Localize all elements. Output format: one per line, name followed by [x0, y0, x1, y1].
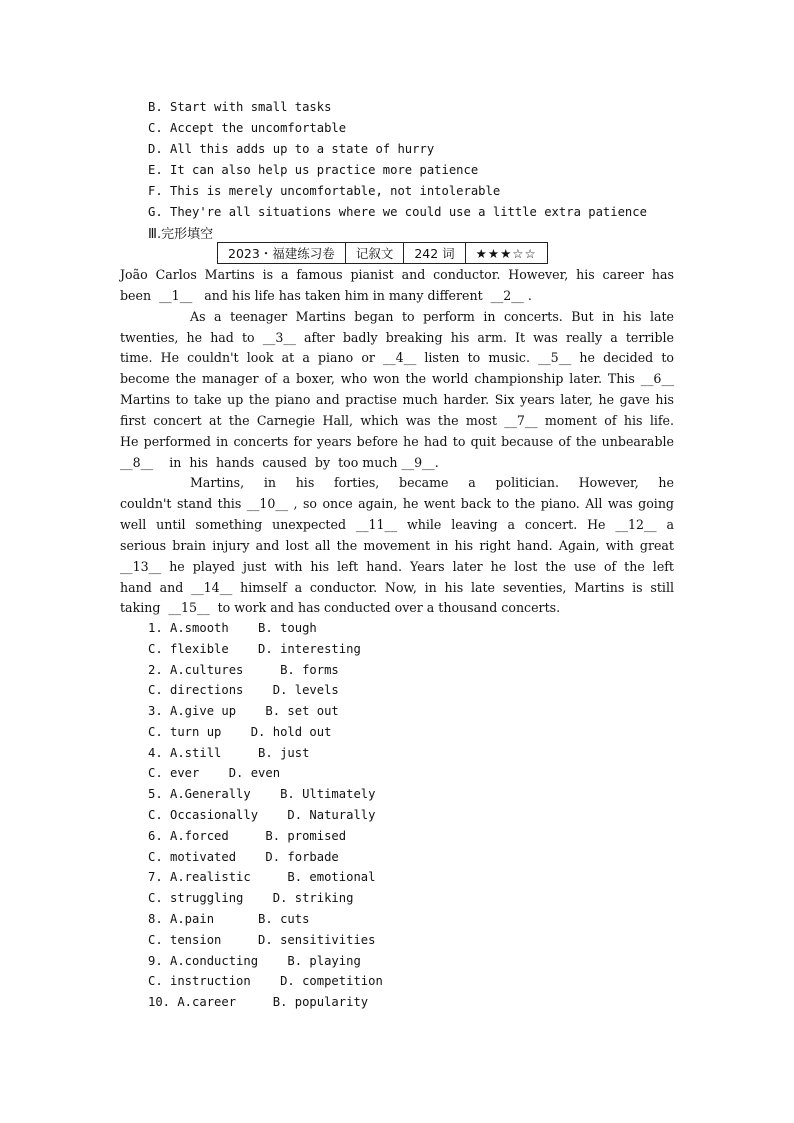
- passage-line: __13__ he played just with his left hand. Years later he lost the use of the left: [120, 559, 674, 574]
- question-option-line: C. struggling D. striking: [148, 891, 354, 905]
- passage-meta-table: [217, 242, 548, 264]
- question-option-line: 3. A.give up B. set out: [148, 704, 339, 718]
- passage-line: first concert at the Carnegie Hall, which was the most __7__ moment of his life.: [120, 413, 674, 428]
- question-option-line: 8. A.pain B. cuts: [148, 912, 310, 926]
- passage-line: As a teenager Martins began to perform in concerts. But in his late: [190, 309, 674, 324]
- passage-line: twenties, he had to __3__ after badly breaking his arm. It was really a terrible: [120, 330, 674, 345]
- meta-difficulty-stars: ★★★☆☆: [465, 243, 547, 264]
- meta-source: 2023・福建练习卷: [218, 243, 346, 264]
- question-option-line: C. directions D. levels: [148, 683, 339, 697]
- passage-line: taking __15__ to work and has conducted over a thousand concerts.: [120, 600, 561, 615]
- option-c: C. Accept the uncomfortable: [148, 121, 347, 135]
- question-option-line: 6. A.forced B. promised: [148, 829, 347, 843]
- question-option-line: 7. A.realistic B. emotional: [148, 870, 376, 884]
- passage-line: He performed in concerts for years before he had to quit because of the unbearable: [120, 434, 674, 449]
- question-option-line: C. tension D. sensitivities: [148, 933, 376, 947]
- question-option-line: 9. A.conducting B. playing: [148, 954, 361, 968]
- option-d: D. All this adds up to a state of hurry: [148, 142, 435, 156]
- passage-line: __8__ in his hands caused by too much __9__.: [120, 455, 439, 470]
- passage-line: been __1__ and his life has taken him in many different __2__ .: [120, 288, 532, 303]
- option-e: E. It can also help us practice more patience: [148, 163, 479, 177]
- question-option-line: 2. A.cultures B. forms: [148, 663, 339, 677]
- passage-line: couldn't stand this __10__ , so once again, he went back to the piano. All was going: [120, 496, 674, 511]
- passage-line: well until something unexpected __11__ while leaving a concert. He __12__ a: [120, 517, 674, 532]
- question-option-line: 10. A.career B. popularity: [148, 995, 369, 1009]
- section-title: Ⅲ.完形填空: [148, 227, 214, 242]
- question-option-line: C. flexible D. interesting: [148, 642, 361, 656]
- meta-word-count: 242 词: [404, 243, 465, 264]
- passage-line: Martins to take up the piano and practise much harder. Six years later, he gave his: [120, 392, 674, 407]
- question-option-line: C. Occasionally D. Naturally: [148, 808, 376, 822]
- passage-line: time. He couldn't look at a piano or __4__ listen to music. __5__ he decided to: [120, 350, 674, 365]
- question-option-line: 5. A.Generally B. Ultimately: [148, 787, 376, 801]
- option-b: B. Start with small tasks: [148, 100, 332, 114]
- option-f: F. This is merely uncomfortable, not intolerable: [148, 184, 501, 198]
- question-option-line: C. motivated D. forbade: [148, 850, 339, 864]
- question-option-line: 4. A.still B. just: [148, 746, 310, 760]
- passage-line: become the manager of a boxer, who won the world championship later. This __6__: [120, 371, 674, 386]
- question-option-line: C. turn up D. hold out: [148, 725, 332, 739]
- question-option-line: 1. A.smooth B. tough: [148, 621, 317, 635]
- passage-line: João Carlos Martins is a famous pianist and conductor. However, his career has: [120, 267, 674, 282]
- option-g: G. They're all situations where we could use a little extra patience: [148, 205, 647, 219]
- question-option-line: C. instruction D. competition: [148, 974, 383, 988]
- meta-genre: 记叙文: [345, 243, 404, 264]
- passage-line: serious brain injury and lost all the movement in his right hand. Again, with great: [120, 538, 674, 553]
- passage-line: Martins, in his forties, became a politician. However, he: [190, 475, 674, 490]
- question-option-line: C. ever D. even: [148, 766, 281, 780]
- passage-line: hand and __14__ himself a conductor. Now, in his late seventies, Martins is still: [120, 580, 674, 595]
